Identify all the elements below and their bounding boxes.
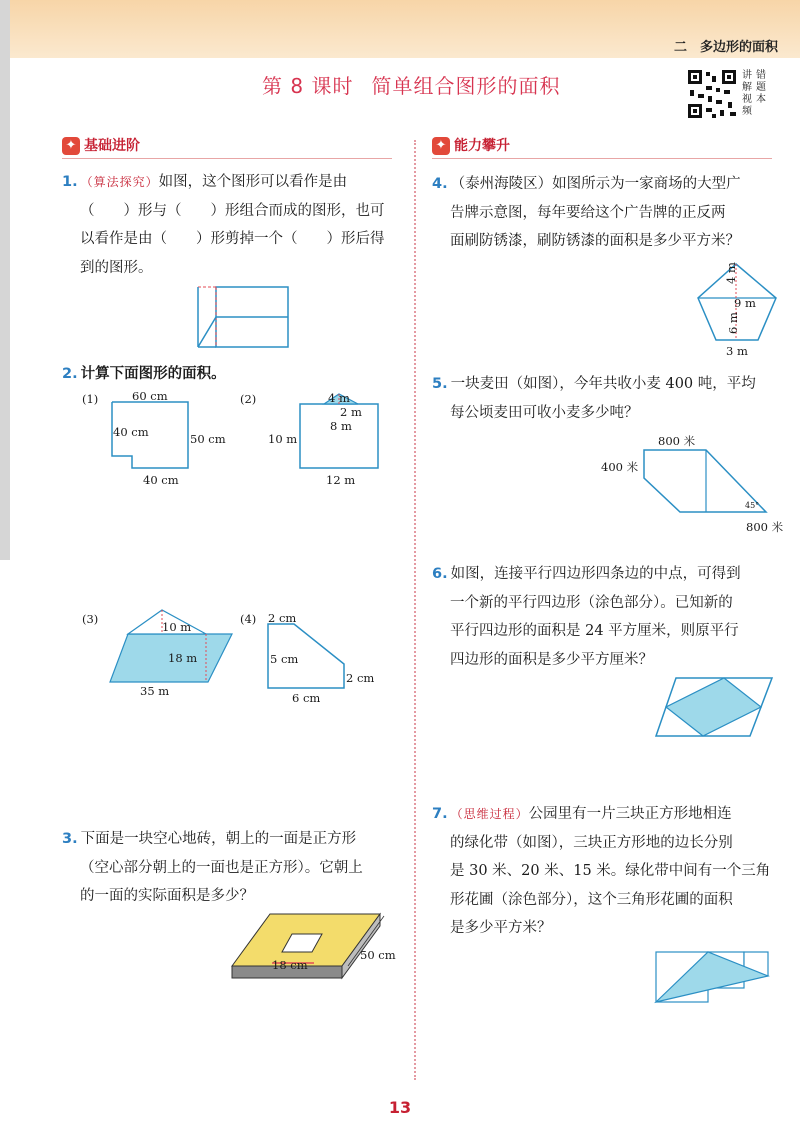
dimension-label: 8 m	[330, 419, 352, 433]
question-text: 四边形的面积是多少平方厘米？	[450, 651, 653, 668]
question-number: 3.	[62, 831, 78, 847]
question-7	[432, 800, 782, 943]
question-text: 如图，连接平行四边形四条边的中点，可得到	[450, 566, 741, 582]
dimension-label: 4 m	[723, 262, 738, 284]
qr-code-icon[interactable]	[686, 68, 738, 120]
question-text: 是多少平方米？	[450, 920, 552, 936]
question-text: 告牌示意图，每年要给这个广告牌的正反两	[450, 204, 726, 221]
dimension-label: 2 cm	[268, 611, 297, 625]
page-edge	[0, 0, 10, 560]
dimension-label: 3 m	[726, 344, 748, 358]
question-text: （泰州海陵区）如图所示为一家商场的大型广	[450, 176, 741, 192]
page-number: 13	[388, 1098, 412, 1117]
dimension-label: 800 米	[746, 520, 784, 534]
question-text: 计算下面图形的面积。	[80, 365, 226, 382]
dimension-label: 9 m	[734, 296, 756, 310]
dimension-label: 2 m	[340, 405, 362, 419]
question-1-line	[62, 168, 402, 197]
dimension-label: 40 cm	[143, 473, 179, 487]
lesson-title	[262, 70, 560, 99]
question-tag: （算法探究）	[80, 175, 159, 189]
dimension-label: 6 cm	[292, 691, 321, 705]
question-text: 公园里有一片三块正方形地相连	[528, 806, 732, 822]
climbing-figure-icon: ✦	[432, 137, 450, 155]
dimension-label: 400 米	[601, 460, 639, 474]
dimension-label: 60 cm	[132, 389, 168, 403]
question-text: 到的图形。	[80, 259, 153, 276]
dimension-label: 10 m	[162, 620, 192, 634]
question-number: 2.	[62, 366, 78, 382]
figure-index: (2)	[240, 392, 257, 406]
dimension-label: 4 m	[328, 391, 350, 405]
question-text: 是 30 米、20 米、15 米。绿化带中间有一个三角	[450, 863, 771, 879]
angle-label: 45°	[745, 501, 760, 510]
section-advanced-label: 能力攀升	[454, 138, 510, 154]
dimension-label: 18 cm	[272, 958, 308, 972]
figure-index: (3)	[82, 612, 99, 626]
qr-caption-video: 讲解视频	[742, 70, 752, 117]
question-text: 下面是一块空心地砖，朝上的一面是正方形	[80, 831, 357, 847]
section-underline	[62, 158, 392, 159]
dimension-label: 2 cm	[346, 671, 375, 685]
chapter-title: 二 多边形的面积	[673, 40, 778, 55]
question-text: （ ）形与（ ）形组合而成的图形，也可	[80, 202, 385, 219]
question-text: 一个新的平行四边形（涂色部分）。已知新的	[450, 594, 733, 611]
section-basic-label: 基础进阶	[84, 138, 140, 154]
question-text: 如图，这个图形可以看作是由	[158, 174, 348, 190]
section-underline	[432, 158, 772, 159]
question-number: 7.	[432, 806, 448, 822]
dimension-label: 50 cm	[190, 432, 226, 446]
dimension-label: 35 m	[140, 684, 170, 698]
question-text: 平行四边形的面积是 24 平方厘米，则原平行	[450, 623, 739, 639]
q2-figure-3	[108, 606, 234, 686]
question-6	[432, 560, 782, 674]
question-number: 6.	[432, 566, 448, 582]
question-1	[62, 168, 402, 282]
lesson-number: 第 8 课时	[262, 74, 354, 98]
question-text: 一块麦田（如图），今年共收小麦 400 吨，平均	[450, 376, 756, 392]
question-4	[432, 170, 782, 256]
lesson-name: 简单组合图形的面积	[371, 74, 561, 98]
question-2	[62, 360, 226, 389]
dimension-label: 10 m	[268, 432, 298, 446]
dimension-label: 50 cm	[360, 948, 396, 962]
dimension-label: 18 m	[168, 651, 198, 665]
question-text: 的绿化带（如图），三块正方形地的边长分别	[450, 834, 733, 851]
figure-index: (4)	[240, 612, 257, 626]
question-number: 4.	[432, 176, 448, 192]
dimension-label: 800 米	[658, 434, 696, 448]
question-number: 5.	[432, 376, 448, 392]
dimension-label: 12 m	[326, 473, 356, 487]
qr-caption-errors: 错题本	[756, 70, 766, 105]
dimension-label: 5 cm	[270, 652, 299, 666]
question-tag: （思维过程）	[450, 807, 529, 821]
question-text: 形花圃（涂色部分），这个三角形花圃的面积	[450, 891, 733, 908]
q1-figure	[196, 285, 292, 351]
question-number: 1.	[62, 174, 78, 190]
dimension-label: 40 cm	[113, 425, 149, 439]
running-figure-icon: ✦	[62, 137, 80, 155]
question-3	[62, 825, 407, 911]
question-text: 面刷防锈漆，刷防锈漆的面积是多少平方米？	[450, 233, 740, 249]
question-5	[432, 370, 782, 427]
dimension-label: 6 m	[725, 312, 740, 334]
question-text: 每公顷麦田可收小麦多少吨？	[450, 404, 639, 421]
q6-parallelogram-figure	[654, 676, 774, 738]
q7-squares-figure	[654, 948, 770, 1004]
section-basic	[62, 135, 140, 155]
figure-index: (1)	[82, 392, 99, 406]
question-text: 的一面的实际面积是多少？	[80, 888, 254, 904]
question-text: 以看作是由（ ）形剪掉一个（ ）形后得	[80, 231, 385, 247]
question-text: （空心部分朝上的一面也是正方形）。它朝上	[80, 859, 363, 876]
column-divider	[414, 140, 416, 1080]
section-advanced	[432, 135, 510, 155]
